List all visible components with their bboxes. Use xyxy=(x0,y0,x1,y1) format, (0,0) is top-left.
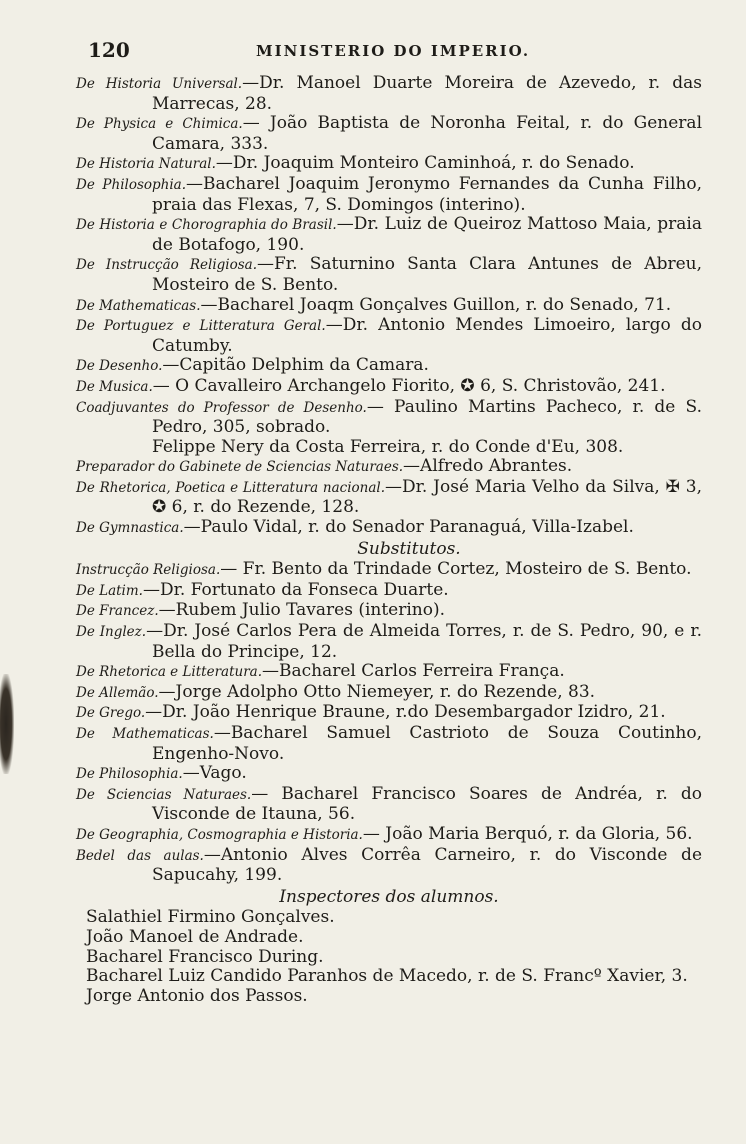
entry-label: De Sciencias Naturaes. xyxy=(76,786,252,803)
entry-text: —Bacharel Samuel Castrioto de Souza Coutinho, Engenho-Novo. xyxy=(152,723,702,764)
entry-text: — João Baptista de Noronha Feital, r. do General Camara, 333. xyxy=(152,113,703,154)
entry-label: De Historia Universal. xyxy=(76,76,243,92)
entry xyxy=(76,255,702,295)
inspector-name: Salathiel Firmino Gonçalves. xyxy=(86,907,335,928)
entry-text: —Dr. Fortunato da Fonseca Duarte. xyxy=(142,579,449,600)
page-edge-stain xyxy=(0,674,14,774)
entry-text: —Bacharel Joaqm Gonçalves Guillon, r. do Senado, 71. xyxy=(200,294,672,315)
entry-label: De Mathematicas. xyxy=(76,726,214,742)
inspector-name: João Manoel de Andrade. xyxy=(86,926,304,947)
entry-label: Coadjuvantes do Professor de Desenho. xyxy=(76,399,367,416)
page-header xyxy=(88,38,698,64)
teachers-list xyxy=(76,74,702,539)
entry-text: —Alfredo Abrantes. xyxy=(403,456,573,477)
inspector-name: Jorge Antonio dos Passos. xyxy=(86,985,308,1006)
entry xyxy=(76,316,702,356)
entry-text: —Dr. José Carlos Pera de Almeida Torres, r. de S. Pedro, 90, e r. Bella do Principe, 12. xyxy=(146,621,702,662)
entry-text: —Vago. xyxy=(182,763,247,784)
entry-label: Bedel das aulas. xyxy=(76,847,204,864)
entry xyxy=(76,683,702,704)
entry-text: Felippe Nery da Costa Ferreira, r. do Conde d'Eu, 308. xyxy=(152,436,624,457)
substitutes-list xyxy=(76,560,702,886)
substitutes-heading: Substitutos. xyxy=(357,538,461,559)
entry xyxy=(76,457,702,478)
entry xyxy=(76,703,702,724)
entry-text: —Dr. Manoel Duarte Moreira de Azevedo, r. das Marrecas, 28. xyxy=(152,73,702,114)
entry-label: De Portuguez e Litteratura Geral. xyxy=(76,318,326,335)
entry-text: —Fr. Saturnino Santa Clara Antunes de Abreu, Mosteiro de S. Bento. xyxy=(152,254,702,295)
inspector-name: Bacharel Luiz Candido Paranhos de Macedo, r. de S. Francº Xavier, 3. xyxy=(86,966,688,987)
inspectors-heading: Inspectores dos alumnos. xyxy=(279,886,499,907)
entry xyxy=(76,581,702,602)
entry xyxy=(76,377,702,398)
entry xyxy=(76,356,702,377)
entry xyxy=(76,74,702,114)
entry-text: — João Maria Berquó, r. da Gloria, 56. xyxy=(362,823,693,844)
entry xyxy=(76,560,702,581)
entry-label: De Musica. xyxy=(76,378,153,395)
entry-label: Instrucção Religiosa. xyxy=(76,562,221,579)
entry-text: — Bacharel Francisco Soares de Andréa, r. do Visconde de Itauna, 56. xyxy=(152,783,702,825)
entry xyxy=(76,825,702,846)
page-title: MINISTERIO DO IMPERIO. xyxy=(256,42,531,60)
entry xyxy=(76,438,702,458)
entry-text: — Paulino Martins Pacheco, r. de S. Pedro, 305, sobrado. xyxy=(152,396,702,438)
entry-label: De Mathematicas. xyxy=(76,297,201,314)
entry-label: De Francez. xyxy=(76,603,159,620)
entry-text: —Dr. Luiz de Queiroz Mattoso Maia, praia de Botafogo, 190. xyxy=(152,214,702,255)
inspectors-list xyxy=(76,908,702,1006)
page-number: 120 xyxy=(88,38,130,62)
entry-label: De Historia e Chorographia do Brasil. xyxy=(76,217,337,234)
entry-label: De Inglez. xyxy=(76,624,147,641)
entry-text: — Fr. Bento da Trindade Cortez, Mosteiro de S. Bento. xyxy=(220,559,692,580)
entry-label: De Instrucção Religiosa. xyxy=(76,257,258,274)
entry xyxy=(76,846,702,886)
entry xyxy=(76,478,702,518)
entry xyxy=(76,215,702,255)
entry xyxy=(76,518,702,539)
entry-text: —Antonio Alves Corrêa Carneiro, r. do Visconde de Sapucahy, 199. xyxy=(152,844,702,886)
entry-label: De Allemão. xyxy=(76,684,159,701)
entry xyxy=(76,622,702,662)
entry-label: De Historia Natural. xyxy=(76,156,216,173)
entry xyxy=(76,114,702,154)
entry-label: De Gymnastica. xyxy=(76,520,184,537)
entry-label: De Rhetorica, Poetica e Litteratura nacional. xyxy=(76,479,386,496)
entry-label: De Philosophia. xyxy=(76,766,183,783)
entry-label: De Philosophia. xyxy=(76,176,187,193)
entry xyxy=(76,724,702,764)
entry xyxy=(76,764,702,785)
entry xyxy=(76,662,702,683)
inspector-name: Bacharel Francisco During. xyxy=(86,946,324,967)
entry xyxy=(76,154,702,175)
entry-text: —Paulo Vidal, r. do Senador Paranaguá, Villa-Izabel. xyxy=(183,517,634,538)
entry-label: De Geographia, Cosmographia e Historia. xyxy=(76,826,363,843)
entry-label: De Physica e Chimica. xyxy=(76,116,243,133)
entry-text: —Capitão Delphim da Camara. xyxy=(162,355,429,376)
entry-text: —Jorge Adolpho Otto Niemeyer, r. do Rezende, 83. xyxy=(158,681,596,702)
entry-text: —Dr. José Maria Velho da Silva, ✠ 3, ✪ 6, r. do Rezende, 128. xyxy=(152,476,702,518)
entry xyxy=(76,175,702,215)
entry-label: De Rhetorica e Litteratura. xyxy=(76,664,262,681)
entry-text: — O Cavalleiro Archangelo Fiorito, ✪ 6, S. Christovão, 241. xyxy=(152,375,666,396)
entry-label: De Desenho. xyxy=(76,358,163,375)
entry xyxy=(76,601,702,622)
entry-text: —Rubem Julio Tavares (interino). xyxy=(158,600,446,621)
entry-text: —Bacharel Joaquim Jeronymo Fernandes da Cunha Filho, praia das Flexas, 7, S. Domingos (interino). xyxy=(152,173,702,215)
entry xyxy=(76,296,702,317)
entry-label: De Grego. xyxy=(76,705,146,722)
entry-text: —Dr. Joaquim Monteiro Caminhoá, r. do Senado. xyxy=(215,153,635,174)
entry xyxy=(76,398,702,438)
entry xyxy=(76,785,702,825)
entry-text: —Dr. Antonio Mendes Limoeiro, largo do Catumby. xyxy=(152,315,702,356)
entry-label: De Latim. xyxy=(76,582,143,599)
entry-label: Preparador do Gabinete de Sciencias Naturaes. xyxy=(76,459,404,476)
entry-text: —Dr. João Henrique Braune, r.do Desembargador Izidro, 21. xyxy=(145,702,666,723)
entry-text: —Bacharel Carlos Ferreira França. xyxy=(262,661,565,682)
page-body xyxy=(76,74,702,1006)
